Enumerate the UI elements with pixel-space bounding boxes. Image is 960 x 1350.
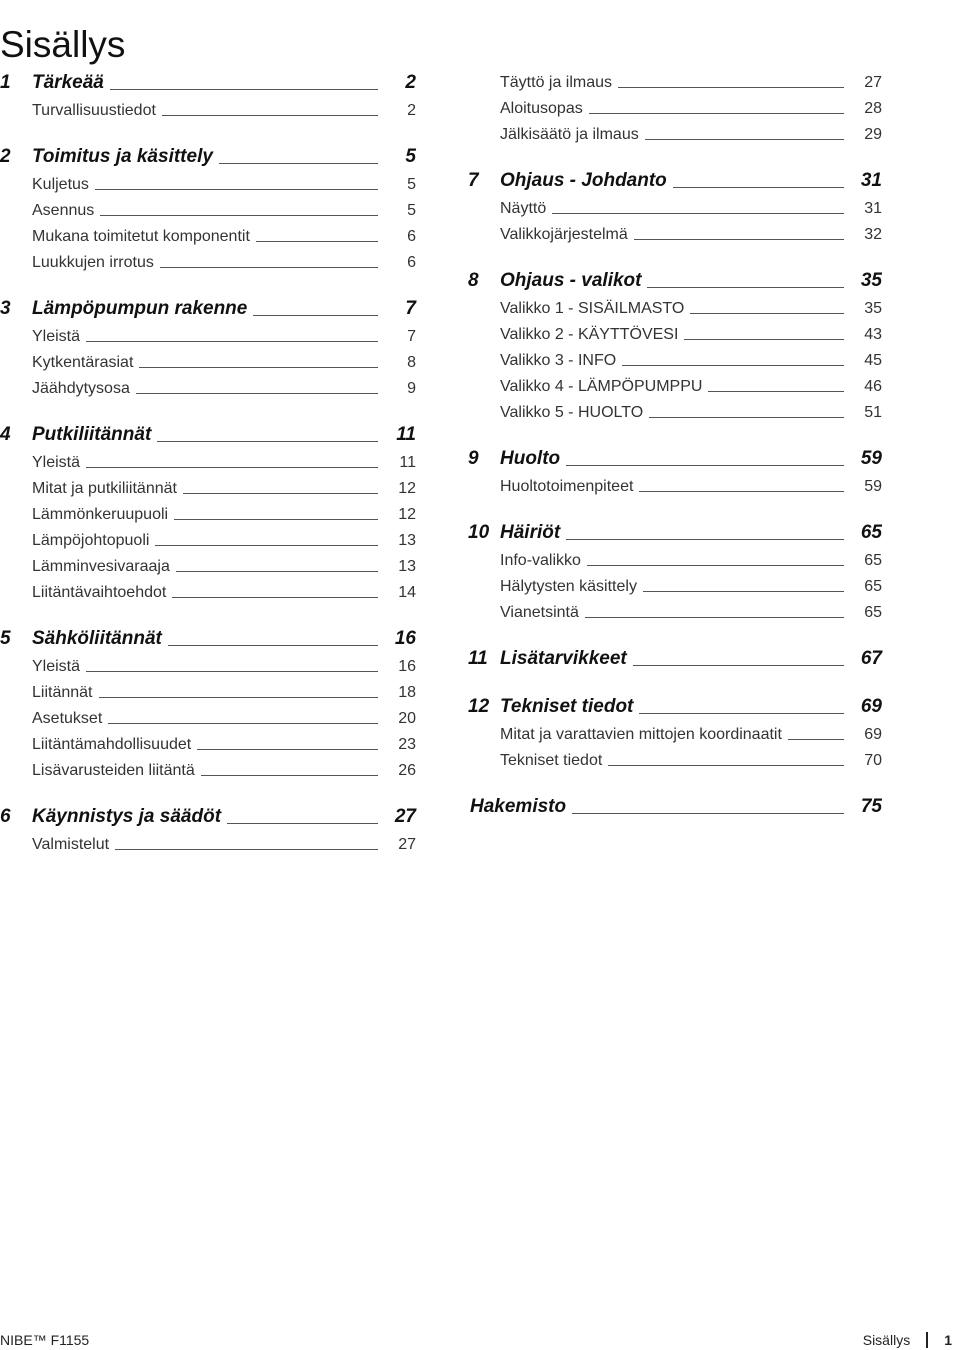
toc-section-title: Käynnistys ja säädöt [32, 806, 227, 828]
toc-page-number: 12 [398, 506, 416, 523]
toc-entry-title: Yleistä [32, 454, 86, 472]
toc-entry[interactable] [0, 224, 418, 250]
toc-page-number: 75 [860, 796, 882, 817]
toc-entry-title: Lisävarusteiden liitäntä [32, 762, 201, 780]
toc-entry-title: Jäähdytysosa [32, 380, 136, 398]
toc-entry-title: Valikko 1 - SISÄILMASTO [500, 300, 690, 318]
toc-entry-title: Mukana toimitetut komponentit [32, 228, 256, 246]
toc-page-number: 32 [864, 226, 882, 243]
toc-entry[interactable] [468, 574, 884, 600]
toc-entry-title: Lämminvesivaraaja [32, 558, 176, 576]
toc-entry[interactable] [468, 70, 884, 96]
toc-entry[interactable] [0, 528, 418, 554]
toc-page-number: 65 [864, 552, 882, 569]
toc-page-number: 2 [405, 72, 416, 93]
toc-entry[interactable] [468, 748, 884, 774]
toc-page-number: 59 [864, 478, 882, 495]
toc-entry[interactable] [0, 554, 418, 580]
toc-section-number: 12 [468, 696, 490, 717]
toc-section[interactable] [0, 296, 418, 324]
toc-entry-title: Lämmönkeruupuoli [32, 506, 174, 524]
toc-section-number: 10 [468, 522, 490, 543]
toc-section-number: 3 [0, 298, 11, 319]
toc-section[interactable] [468, 168, 884, 196]
toc-entry-title: Valmistelut [32, 836, 115, 854]
toc-section[interactable] [468, 446, 884, 474]
toc-section-title: Häiriöt [500, 522, 566, 544]
toc-page-number: 35 [864, 300, 882, 317]
toc-entry[interactable] [468, 222, 884, 248]
footer-section: Sisällys [862, 1332, 911, 1348]
toc-page-number: 29 [864, 126, 882, 143]
toc-section-number: 2 [0, 146, 11, 167]
toc-entry-title: Näyttö [500, 200, 552, 218]
toc-page-number: 46 [864, 378, 882, 395]
toc-entry[interactable] [0, 732, 418, 758]
toc-page-number: 27 [394, 806, 416, 827]
toc-page-number: 9 [407, 380, 416, 397]
toc-section[interactable] [0, 144, 418, 172]
toc-entry[interactable] [468, 600, 884, 626]
toc-page-number: 6 [407, 228, 416, 245]
toc-page-number: 11 [399, 454, 416, 471]
toc-entry-title: Valikko 5 - HUOLTO [500, 404, 649, 422]
toc-page-number: 65 [864, 604, 882, 621]
toc-entry[interactable] [468, 196, 884, 222]
toc-entry[interactable] [0, 324, 418, 350]
toc-entry[interactable] [468, 348, 884, 374]
toc-entry[interactable] [468, 122, 884, 148]
toc-page-number: 5 [405, 146, 416, 167]
toc-entry-title: Kuljetus [32, 176, 95, 194]
toc-page-number: 23 [398, 736, 416, 753]
toc-entry-title: Kytkentärasiat [32, 354, 139, 372]
toc-section-title: Putkiliitännät [32, 424, 157, 446]
toc-page-number: 5 [407, 176, 416, 193]
toc-section[interactable] [0, 70, 418, 98]
toc-entry[interactable] [468, 400, 884, 426]
toc-entry-title: Liitännät [32, 684, 99, 702]
toc-entry-title: Valikko 4 - LÄMPÖPUMPPU [500, 378, 708, 396]
toc-entry[interactable] [468, 548, 884, 574]
toc-entry-title: Aloitusopas [500, 100, 589, 118]
toc-entry-title: Asennus [32, 202, 100, 220]
toc-entry[interactable] [468, 322, 884, 348]
toc-section[interactable] [468, 794, 884, 822]
toc-section-title: Hakemisto [470, 796, 572, 818]
footer-product: NIBE™ F1155 [0, 1332, 90, 1348]
toc-page-number: 14 [398, 584, 416, 601]
toc-entry-title: Lämpöjohtopuoli [32, 532, 155, 550]
toc-right-column [468, 70, 884, 822]
toc-entry[interactable] [0, 250, 418, 276]
toc-section-title: Huolto [500, 448, 566, 470]
toc-section[interactable] [0, 422, 418, 450]
toc-page-number: 27 [398, 836, 416, 853]
toc-page-number: 59 [860, 448, 882, 469]
toc-entry[interactable] [0, 172, 418, 198]
toc-entry-title: Liitäntämahdollisuudet [32, 736, 197, 754]
toc-page-number: 31 [860, 170, 882, 191]
toc-entry-title: Täyttö ja ilmaus [500, 74, 618, 92]
toc-section-title: Ohjaus - valikot [500, 270, 647, 292]
toc-page-number: 11 [396, 424, 416, 445]
toc-entry-title: Valikkojärjestelmä [500, 226, 634, 244]
toc-page-number: 18 [398, 684, 416, 701]
toc-entry-title: Jälkisäätö ja ilmaus [500, 126, 645, 144]
toc-entry[interactable] [0, 350, 418, 376]
toc-left-column [0, 70, 418, 858]
page-footer [0, 1330, 960, 1350]
toc-section-title: Ohjaus - Johdanto [500, 170, 673, 192]
toc-page-number: 16 [394, 628, 416, 649]
toc-entry[interactable] [0, 706, 418, 732]
toc-entry-title: Hälytysten käsittely [500, 578, 643, 596]
toc-entry-title: Luukkujen irrotus [32, 254, 160, 272]
footer-right [863, 1332, 952, 1348]
toc-entry-title: Yleistä [32, 658, 86, 676]
toc-page-number: 13 [398, 558, 416, 575]
toc-section-number: 7 [468, 170, 479, 191]
toc-section-number: 6 [0, 806, 11, 827]
toc-section-title: Tekniset tiedot [500, 696, 639, 718]
toc-page-number: 5 [407, 202, 416, 219]
toc-section-title: Tärkeää [32, 72, 110, 94]
page-title: Sisällys [0, 23, 126, 65]
toc-page-number: 67 [860, 648, 882, 669]
toc-entry-title: Yleistä [32, 328, 86, 346]
toc-page-number: 7 [405, 298, 416, 319]
toc-entry-title: Huoltotoimenpiteet [500, 478, 639, 496]
toc-section[interactable] [468, 520, 884, 548]
toc-entry[interactable] [0, 580, 418, 606]
toc-section-number: 8 [468, 270, 479, 291]
toc-page-number: 20 [398, 710, 416, 727]
toc-entry-title: Turvallisuustiedot [32, 102, 162, 120]
toc-entry-title: Tekniset tiedot [500, 752, 608, 770]
toc-section-number: 11 [468, 648, 488, 669]
toc-page-number: 2 [407, 102, 416, 119]
toc-entry[interactable] [0, 680, 418, 706]
toc-entry-title: Info-valikko [500, 552, 587, 570]
footer-divider [926, 1332, 928, 1348]
footer-page-number: 1 [944, 1332, 952, 1348]
toc-page-number: 69 [860, 696, 882, 717]
toc-entry-title: Valikko 3 - INFO [500, 352, 622, 370]
toc-page-number: 7 [407, 328, 416, 345]
toc-page-number: 13 [398, 532, 416, 549]
toc-page-number: 12 [398, 480, 416, 497]
toc-entry[interactable] [0, 654, 418, 680]
toc-entry-title: Valikko 2 - KÄYTTÖVESI [500, 326, 684, 344]
toc-entry-title: Vianetsintä [500, 604, 585, 622]
toc-entry-title: Asetukset [32, 710, 108, 728]
toc-entry[interactable] [468, 474, 884, 500]
toc-page-number: 31 [864, 200, 882, 217]
toc-page-number: 35 [860, 270, 882, 291]
toc-page-number: 65 [860, 522, 882, 543]
toc-section-title: Sähköliitännät [32, 628, 168, 650]
toc-page-number: 45 [864, 352, 882, 369]
toc-section[interactable] [0, 804, 418, 832]
toc-section[interactable] [468, 268, 884, 296]
toc-section-title: Lämpöpumpun rakenne [32, 298, 253, 320]
toc-page-number: 26 [398, 762, 416, 779]
toc-page-number: 65 [864, 578, 882, 595]
toc-page-number: 43 [864, 326, 882, 343]
toc-section-title: Lisätarvikkeet [500, 648, 633, 670]
toc-entry[interactable] [0, 502, 418, 528]
toc-page-number: 69 [864, 726, 882, 743]
toc-page-number: 51 [864, 404, 882, 421]
toc-section-number: 9 [468, 448, 479, 469]
toc-entry[interactable] [468, 374, 884, 400]
toc-entry[interactable] [0, 450, 418, 476]
toc-section-number: 4 [0, 424, 11, 445]
toc-entry[interactable] [0, 98, 418, 124]
toc-page-number: 6 [407, 254, 416, 271]
toc-page-number: 70 [864, 752, 882, 769]
toc-section-title: Toimitus ja käsittely [32, 146, 219, 168]
toc-entry[interactable] [0, 832, 418, 858]
toc-page-number: 27 [864, 74, 882, 91]
toc-page-number: 8 [407, 354, 416, 371]
toc-section[interactable] [468, 646, 884, 674]
toc-section[interactable] [468, 694, 884, 722]
toc-entry[interactable] [0, 476, 418, 502]
toc-entry[interactable] [468, 296, 884, 322]
toc-entry-title: Liitäntävaihtoehdot [32, 584, 172, 602]
toc-entry[interactable] [468, 722, 884, 748]
toc-entry[interactable] [0, 376, 418, 402]
toc-page-number: 28 [864, 100, 882, 117]
toc-entry[interactable] [0, 198, 418, 224]
toc-entry[interactable] [0, 758, 418, 784]
toc-section[interactable] [0, 626, 418, 654]
toc-entry[interactable] [468, 96, 884, 122]
toc-section-number: 5 [0, 628, 11, 649]
toc-entry-title: Mitat ja putkiliitännät [32, 480, 183, 498]
toc-section-number: 1 [0, 72, 11, 93]
toc-entry-title: Mitat ja varattavien mittojen koordinaatit [500, 726, 788, 744]
toc-page-number: 16 [398, 658, 416, 675]
